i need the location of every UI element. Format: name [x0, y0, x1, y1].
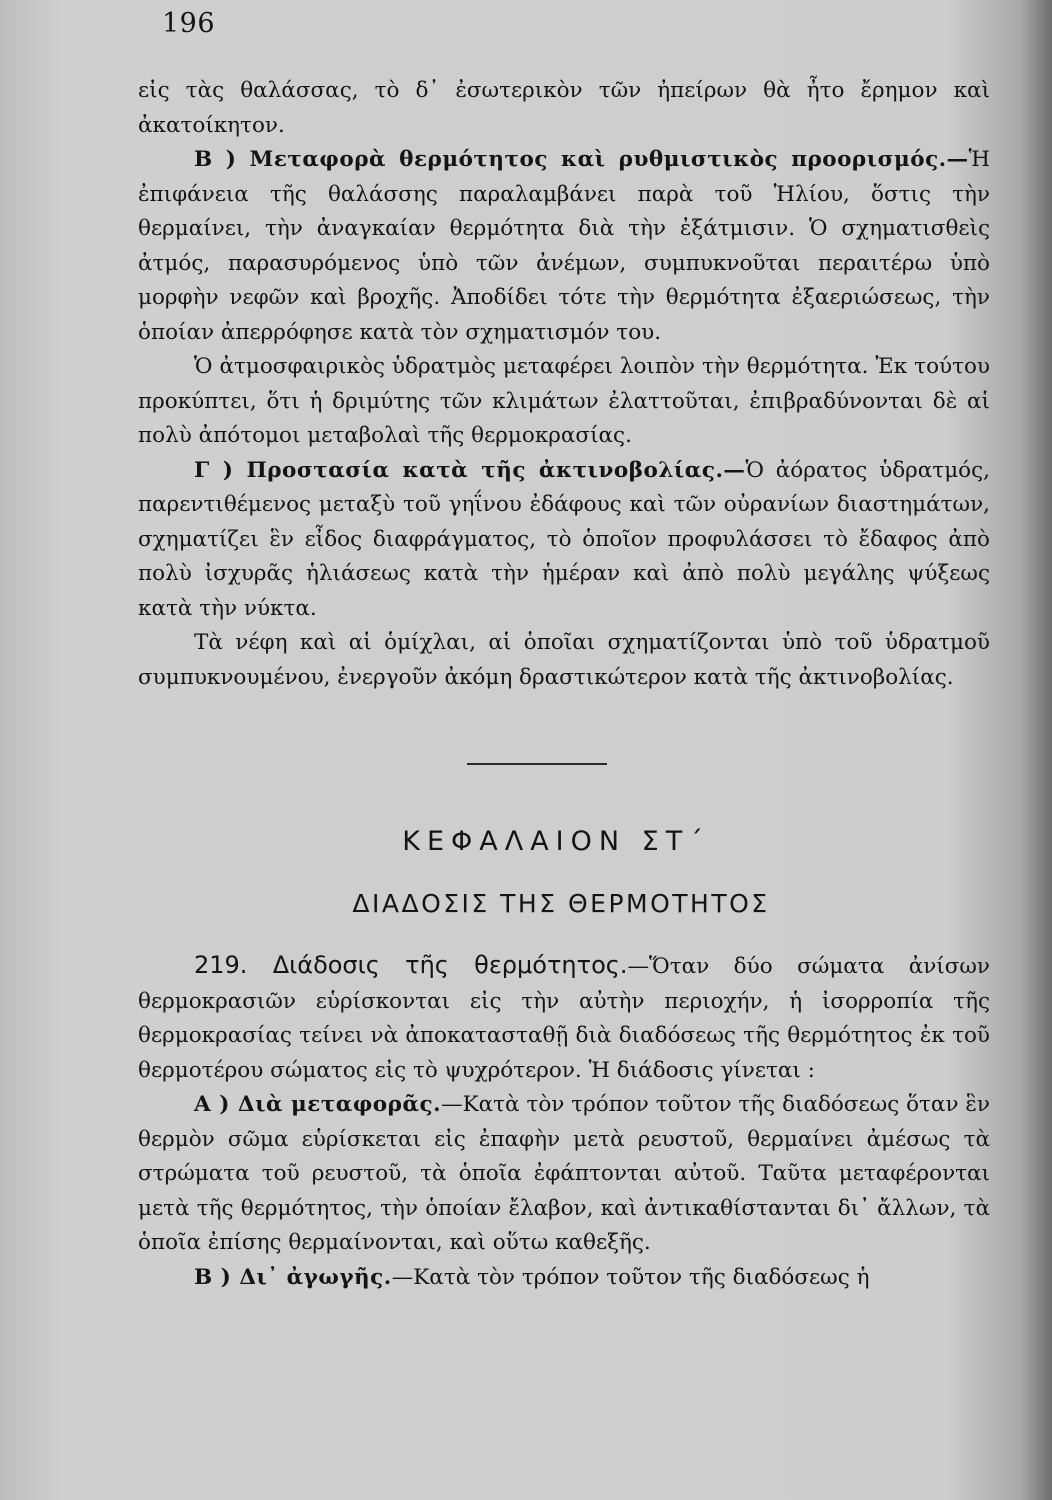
subsection-heading: Α ) Διὰ μεταφορᾶς. [194, 1092, 442, 1117]
paragraph-radiation-protection [138, 454, 990, 627]
body-section-water-vapor [138, 74, 990, 695]
paragraph: Ὁ ἀτμοσφαιρικὸς ὑδρατμὸς μεταφέρει λοιπὸν τὴν θερμότητα. Ἐκ τούτου προκύπτει, ὅτι ἡ δριμύτης τῶν κλιμάτων ἐλαττοῦται, ἐπιβραδύνονται δὲ αἱ πολὺ ἀπότομοι μεταβολαὶ τῆς θερμοκρασίας. [138, 354, 990, 448]
paragraph-heat-transport [138, 143, 990, 350]
subsection-heading: Β ) Μεταφορὰ θερμότητος καὶ ρυθμιστικὸς προορισμός.— [194, 147, 969, 172]
subsection-heading: Β ) Δι᾽ ἀγωγῆς. [194, 1264, 392, 1290]
paragraph: εἰς τὰς θαλάσσας, τὸ δ᾽ ἐσωτερικὸν τῶν ἠπείρων θὰ ἦτο ἔρημον καὶ ἀκατοίκητον. [138, 78, 990, 138]
paragraph-text: —Κατὰ τὸν τρόπον τοῦτον τῆς διαδόσεως ἡ [391, 1264, 870, 1290]
subsection-heading: Γ ) Προστασία κατὰ τῆς ἀκτινοβολίας.— [194, 457, 746, 483]
paragraph: Τὰ νέφη καὶ αἱ ὁμίχλαι, αἱ ὁποῖαι σχηματίζονται ὑπὸ τοῦ ὑδρατμοῦ συμπυκνουμένου, ἐνεργοῦν ἀκόμη δραστικώτερον κατὰ τῆς ἀκτινοβολίας. [138, 630, 990, 690]
section-divider [467, 763, 607, 765]
body-section-heat-propagation [138, 948, 990, 1295]
paragraph-text: Ἡ ἐπιφάνεια τῆς θαλάσσης παραλαμβάνει παρὰ τοῦ Ἡλίου, ὅστις τὴν θερμαίνει, τὴν ἀναγκαίαν θερμότητα διὰ τὴν ἐξάτμισιν. Ὁ σχηματισθεὶς ἀτμός, παρασυρόμενος ὑπὸ τῶν ἀνέμων, συμπυκνοῦται περαιτέρω ὑπὸ μορφὴν νεφῶν καὶ βροχῆς. Ἀποδίδει τότε τὴν θερμότητα ἐξαεριώσεως, τὴν ὁποίαν ἀπερρόφησε κατὰ τὸν σχηματισμόν του. [138, 147, 990, 345]
numbered-heading: 219. Διάδοσις τῆς θερμότητος. [194, 951, 628, 979]
paragraph-219 [138, 948, 990, 1088]
chapter-title: ΔΙΑΔΟΣΙΣ ΤΗΣ ΘΕΡΜΟΤΗΤΟΣ [352, 889, 770, 918]
paragraph-text: Ὁ ἀόρατος ὑδρατμός, παρεντιθέμενος μεταξὺ τοῦ γηΐνου ἐδάφους καὶ τῶν οὐρανίων διαστημάτων, σχηματίζει ἓν εἶδος διαφράγματος, τὸ ὁποῖον προφυλάσσει τὸ ἔδαφος ἀπὸ πολὺ ἰσχυρᾶς ἡλιάσεως κατὰ τὴν ἡμέραν καὶ ἀπὸ πολὺ μεγάλης ψύξεως κατὰ τὴν νύκτα. [138, 457, 990, 621]
paragraph-text: —Ὅταν δύο σώματα ἀνίσων θερμοκρασιῶν εὑρίσκονται εἰς τὴν αὐτὴν περιοχήν, ἡ ἰσορροπία τῆς θερμοκρασίας τείνει νὰ ἀποκατασταθῇ διὰ διαδόσεως τῆς θερμότητος ἐκ τοῦ θερμοτέρου σώματος εἰς τὸ ψυχρότερον. Ἡ διάδοσις γίνεται : [138, 954, 990, 1083]
chapter-number: ΚΕΦΑΛΑΙΟΝ ΣΤ΄ [402, 826, 710, 857]
paragraph-convection [138, 1088, 990, 1261]
paragraph-text: —Κατὰ τὸν τρόπον τοῦτον τῆς διαδόσεως ὅταν ἓν θερμὸν σῶμα εὑρίσκεται εἰς ἐπαφὴν μετὰ ρευστοῦ, θερμαίνει ἀμέσως τὰ στρώματα τοῦ ρευστοῦ, τὰ ὁποῖα ἐφάπτονται αὐτοῦ. Ταῦτα μεταφέρονται μετὰ τῆς θερμότητος, τὴν ὁποίαν ἔλαβον, καὶ ἀντικαθίστανται δι᾽ ἄλλων, τὰ ὁποῖα ἐπίσης θερμαίνονται, καὶ οὕτω καθεξῆς. [138, 1092, 990, 1255]
paragraph-conduction [138, 1261, 990, 1296]
page-number: 196 [162, 8, 216, 39]
